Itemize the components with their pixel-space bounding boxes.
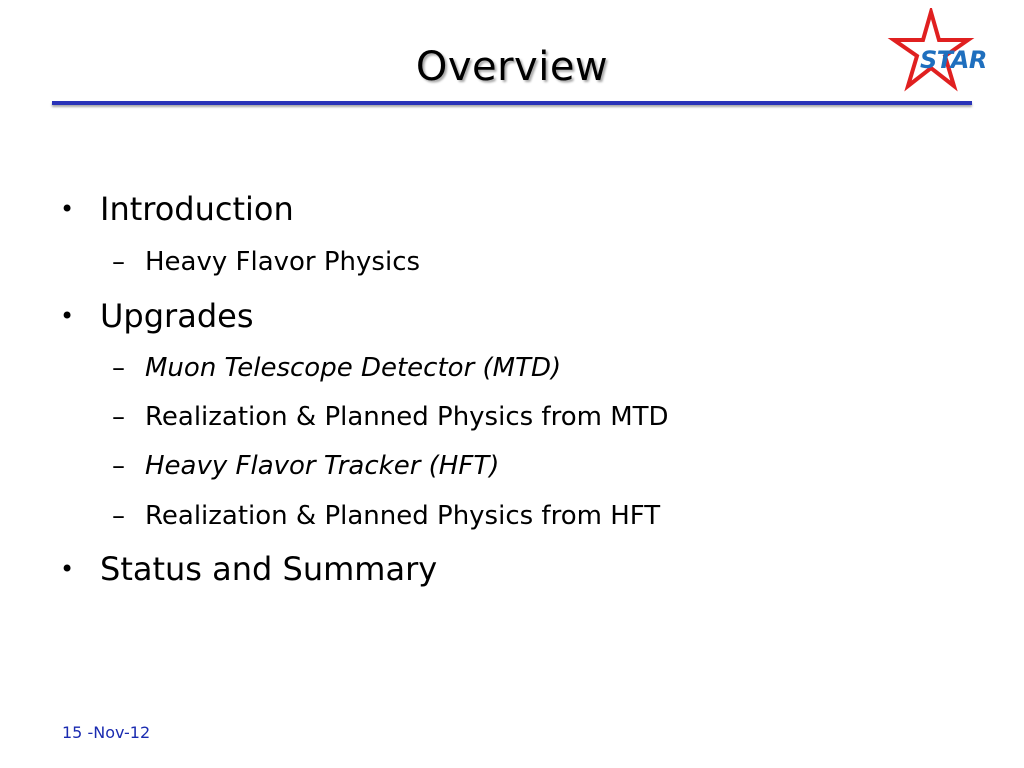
bullet-text: Upgrades (100, 297, 254, 335)
star-logo (886, 8, 1010, 94)
sub-bullet-marker: – (112, 353, 125, 383)
sub-bullet-text: Realization & Planned Physics from MTD (145, 402, 669, 432)
title-divider (52, 101, 972, 105)
sub-bullet-text: Heavy Flavor Physics (145, 247, 421, 277)
star-logo-text: STAR (920, 46, 987, 74)
sub-bullet-text: Realization & Planned Physics from HFT (145, 501, 661, 531)
bullet-marker: • (60, 302, 75, 330)
sub-bullet-text: Muon Telescope Detector (MTD) (145, 353, 562, 383)
bullet-marker: • (60, 555, 75, 583)
bullet-text: Status and Summary (100, 550, 438, 588)
sub-bullet-marker: – (112, 451, 125, 481)
sub-bullet-text: Heavy Flavor Tracker (HFT) (145, 451, 500, 481)
sub-bullet-marker: – (112, 247, 125, 277)
slide-title: Overview (415, 44, 609, 90)
bullet-text: Introduction (100, 190, 294, 228)
footer-date: 15 -Nov-12 (62, 723, 151, 742)
bullet-marker: • (60, 195, 75, 223)
sub-bullet-marker: – (112, 501, 125, 531)
sub-bullet-marker: – (112, 402, 125, 432)
